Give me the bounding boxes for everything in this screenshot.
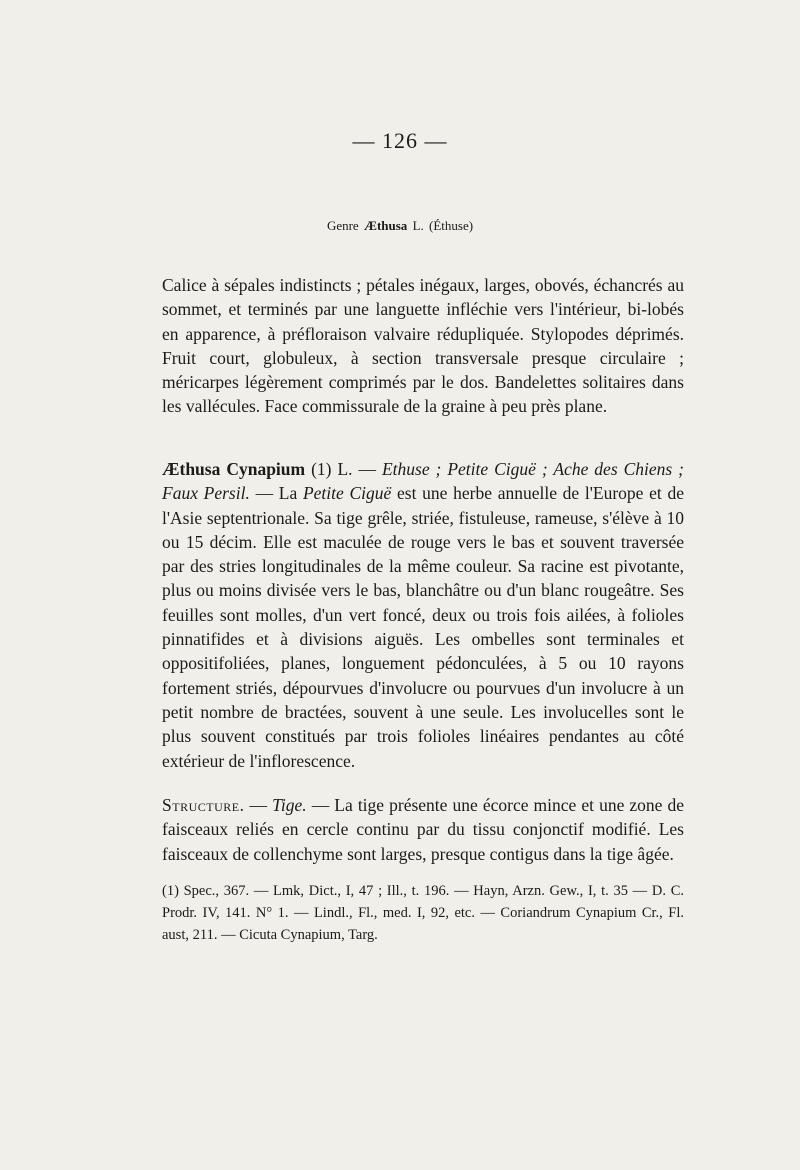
species-name: Æthusa Cynapium xyxy=(162,459,306,479)
structure-body: La tige présente une écorce mince et une zone de faisceaux reliés en cercle continu par du tissu conjonctif modifié. Les faisceaux de collenchyme sont larges, presque contigus dans la tige âgée. xyxy=(162,795,685,864)
genus-heading xyxy=(0,218,800,234)
species-note-ref: (1) xyxy=(311,459,332,479)
structure-dash: — xyxy=(249,795,268,815)
genus-heading-prefix: Genre xyxy=(326,218,359,233)
genus-name: Æthusa xyxy=(363,218,408,233)
structure-paragraph xyxy=(162,793,684,866)
genus-description: Calice à sépales indistincts ; pétales inégaux, larges, obovés, échancrés au sommet, et terminés par une languette infléchie vers l'intérieur, bi-lobés en apparence, à préfloraison valvaire rédupliquée. Stylopodes déprimés. Fruit court, globuleux, à section transversale presque circulaire ; méricarpes légèrement comprimés par le dos. Bandelettes solitaires dans les vallécules. Face commissurale de la graine à peu près plane. xyxy=(162,275,684,417)
genus-heading-suffix: L. (Éthuse) xyxy=(412,218,474,233)
species-paragraph xyxy=(162,457,684,773)
species-body: est une herbe annuelle de l'Europe et de l'Asie septentrionale. Sa tige grêle, striée, fistuleuse, rameuse, s'élève à 10 ou 15 décim. Elle est maculée de rouge vers le bas et souvent traversée par des stries longitudinales de la même couleur. Sa racine est pivotante, plus ou moins divisée vers le bas, blanchâtre ou d'un blanc rougeâtre. Ses feuilles sont molles, d'un vert foncé, deux ou trois fois ailées, à folioles pinnatifides et à divisions aiguës. Les ombelles sont terminales et oppositifoliées, planes, longuement pédonculées, à 5 ou 10 rayons fortement striés, dépourvues d'involucre ou pourvues d'un involucre à un petit nombre de bractées, souvent à une seule. Les involucelles sont le plus souvent constitués par trois folioles linéaires pendantes au côté extérieur de l'inflorescence. xyxy=(162,483,685,771)
structure-sub-label: Tige. xyxy=(272,795,307,815)
footnote: (1) Spec., 367. — Lmk, Dict., I, 47 ; Ill., t. 196. — Hayn, Arzn. Gew., I, t. 35 — D. C. Prodr. IV, 141. N° 1. — Lindl., Fl., med. I, 92, etc. — Coriandrum Cynapium Cr., Fl. aust, 211. — Cicuta Cynapium, Targ. xyxy=(162,883,684,943)
species-italic-name: Petite Ciguë xyxy=(302,483,392,504)
page-number: — 126 — xyxy=(352,128,448,153)
species-author: L. — xyxy=(337,459,376,479)
structure-dash-2: — xyxy=(311,795,330,815)
species-common-names: Ethuse ; Petite Ciguë ; Ache des Chiens ; Faux Persil. xyxy=(162,459,684,504)
structure-label: Structure. xyxy=(162,795,245,815)
species-intro-dash: — La xyxy=(255,483,298,504)
